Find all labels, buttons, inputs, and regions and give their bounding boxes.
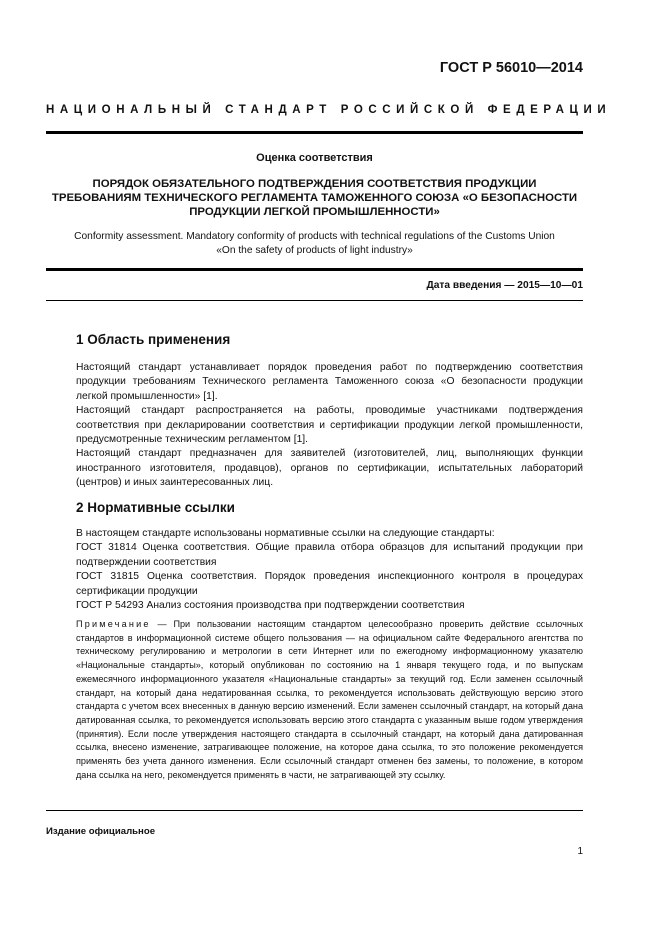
title-line: ТРЕБОВАНИЯМ ТЕХНИЧЕСКОГО РЕГЛАМЕНТА ТАМОЖЕННОГО СОЮЗА «О БЕЗОПАСНОСТИ [51,192,578,204]
document-title [46,177,583,219]
reference-item: ГОСТ 31814 Оценка соответствия. Общие правила отбора образцов для испытаний продукции при подтверждении соответствия [76,542,583,568]
note-text: — При пользовании настоящим стандартом целесообразно проверить действие ссылочных стандартов в информационной системе общего пользования — на официальном сайте Федерального агентства по техническому регулированию и метрологии в сети Интернет или по ежегодному информационному указателю «Национальные стандарты», который опубликован по состоянию на 1 января текущего года, и по выпускам ежемесячного информационного указателя «Национальные стандарты» за текущий год. Если заменен ссылочный стандарт, на который дана недатированная ссылка, то рекомендуется использовать действующую версию этого стандарта с учетом всех внесенных в данную версию изменений. Если заменен ссылочный стандарт, на который дана датированная ссылка, то рекомендуется использовать версию этого стандарта с указанным выше годом утверждения (принятия). Если после утверждения настоящего стандарта в ссылочный стандарт, на который дана датированная ссылка, внесено изменение, затрагивающее положение, на которое дана ссылка, то это положение рекомендуется применять без учета данного изменения. Если ссылочный стандарт отменен без замены, то положение, в котором дана ссылка на него, рекомендуется применять в части, не затрагивающей эту ссылку. [76,619,583,780]
section-2-heading: 2 Нормативные ссылки [76,500,235,515]
national-standard-banner: НАЦИОНАЛЬНЫЙ СТАНДАРТ РОССИЙСКОЙ ФЕДЕРАЦИИ [46,104,612,116]
section-2-body [76,527,583,613]
note-label: Примечание [76,619,151,629]
section-1-body [76,361,583,491]
english-title-line: «On the safety of products of light industry» [216,245,413,256]
document-subtitle: Оценка соответствия [256,152,373,164]
note-block [76,618,583,782]
page-number: 1 [577,846,583,857]
header-divider [46,131,583,134]
paragraph: Настоящий стандарт распространяется на работы, проводимые участниками подтверждения соответствия при декларировании соответствия и сертификации продукции легкой промышленности, предусмотренные техническим регламентом [1]. [76,405,583,446]
document-number: ГОСТ Р 56010—2014 [439,60,583,76]
introduction-date: Дата введения — 2015—10—01 [426,280,583,291]
reference-item: ГОСТ Р 54293 Анализ состояния производства при подтверждении соответствия [76,600,465,612]
paragraph: В настоящем стандарте использованы нормативные ссылки на следующие стандарты: [76,528,495,539]
footer-divider [46,810,583,811]
paragraph: Настоящий стандарт предназначен для заявителей (изготовителей, лиц, выполняющих функции иностранного изготовителя, продавцов), органов по сертификации, испытательных лабораторий (центров) и иных заинтересованных лиц. [76,448,583,489]
title-line: ПРОДУКЦИИ ЛЕГКОЙ ПРОМЫШЛЕННОСТИ» [189,206,440,218]
date-divider [46,300,583,301]
title-divider [46,268,583,271]
edition-label: Издание официальное [46,826,156,837]
english-title [46,230,583,258]
section-1-heading: 1 Область применения [76,332,231,347]
paragraph: Настоящий стандарт устанавливает порядок проведения работ по подтверждению соответствия продукции требованиям Технического регламента Таможенного союза «О безопасности продукции легкой промышленности» [1]. [76,362,583,402]
english-title-line: Conformity assessment. Mandatory conformity of products with technical regulations of the Customs Union [74,231,555,242]
reference-item: ГОСТ 31815 Оценка соответствия. Порядок проведения инспекционного контроля в процедурах сертификации продукции [76,571,583,597]
title-line: ПОРЯДОК ОБЯЗАТЕЛЬНОГО ПОДТВЕРЖДЕНИЯ СООТВЕТСТВИЯ ПРОДУКЦИИ [92,178,537,190]
